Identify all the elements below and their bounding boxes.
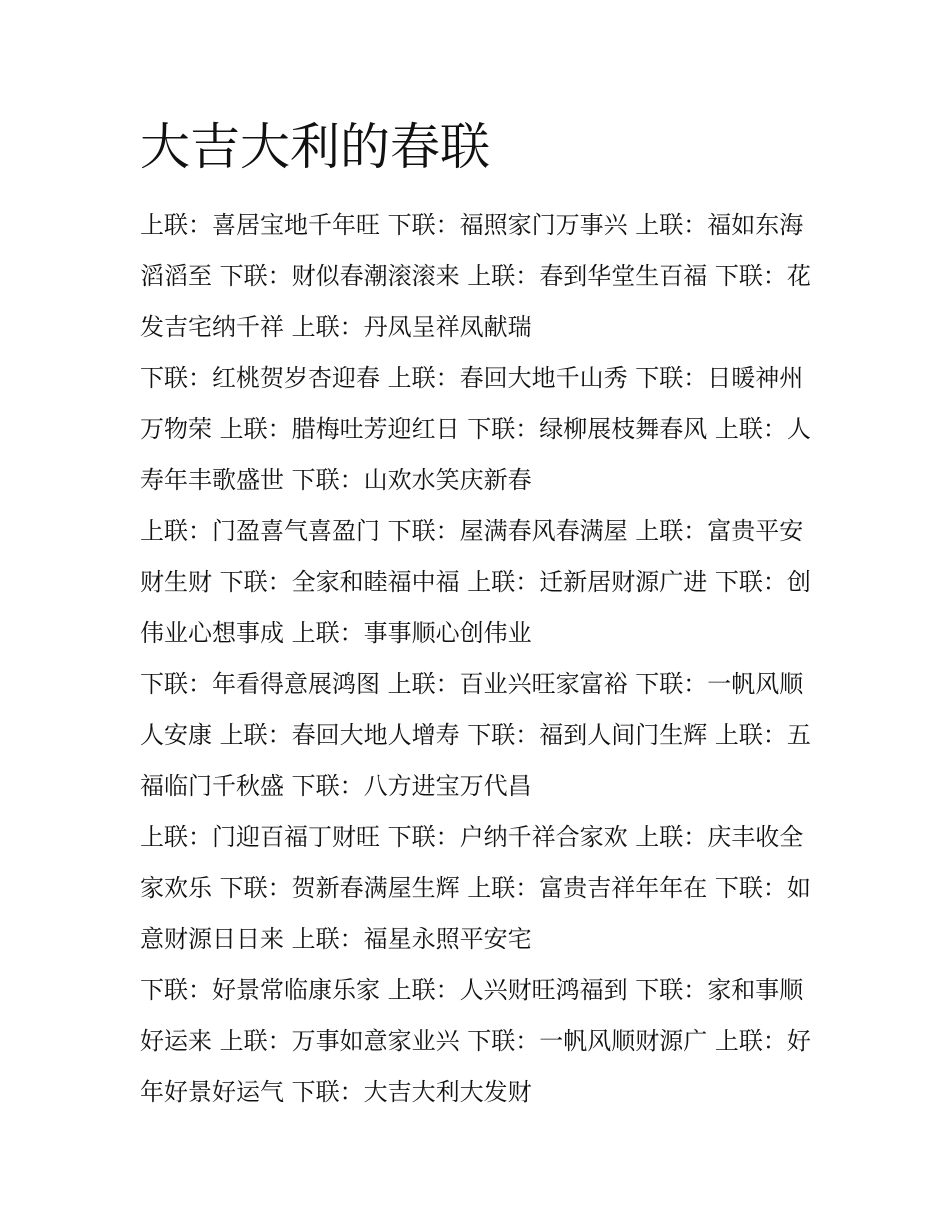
- document-title: 大吉大利的春联: [140, 118, 490, 176]
- couplet-paragraph-6: 下联：好景常临康乐家 上联：人兴财旺鸿福到 下联：家和事顺好运来 上联：万事如意家业兴 下联：一帆风顺财源广 上联：好年好景好运气 下联：大吉大利大发财: [140, 976, 811, 1106]
- document-page: [140, 112, 820, 1118]
- couplet-paragraph-5: 上联：门迎百福丁财旺 下联：户纳千祥合家欢 上联：庆丰收全家欢乐 下联：贺新春满屋生辉 上联：富贵吉祥年年在 下联：如意财源日日来 上联：福星永照平安宅: [140, 823, 811, 953]
- couplet-paragraph-2: 下联：红桃贺岁杏迎春 上联：春回大地千山秀 下联：日暖神州万物荣 上联：腊梅吐芳迎红日 下联：绿柳展枝舞春风 上联：人寿年丰歌盛世 下联：山欢水笑庆新春: [140, 364, 811, 494]
- couplet-paragraph-3: 上联：门盈喜气喜盈门 下联：屋满春风春满屋 上联：富贵平安财生财 下联：全家和睦福中福 上联：迁新居财源广进 下联：创伟业心想事成 上联：事事顺心创伟业: [140, 517, 811, 647]
- couplet-paragraph-1: 上联：喜居宝地千年旺 下联：福照家门万事兴 上联：福如东海滔滔至 下联：财似春潮滚滚来 上联：春到华堂生百福 下联：花发吉宅纳千祥 上联：丹凤呈祥凤献瑞: [140, 211, 811, 341]
- couplet-paragraph-4: 下联：年看得意展鸿图 上联：百业兴旺家富裕 下联：一帆风顺人安康 上联：春回大地人增寿 下联：福到人间门生辉 上联：五福临门千秋盛 下联：八方进宝万代昌: [140, 670, 811, 800]
